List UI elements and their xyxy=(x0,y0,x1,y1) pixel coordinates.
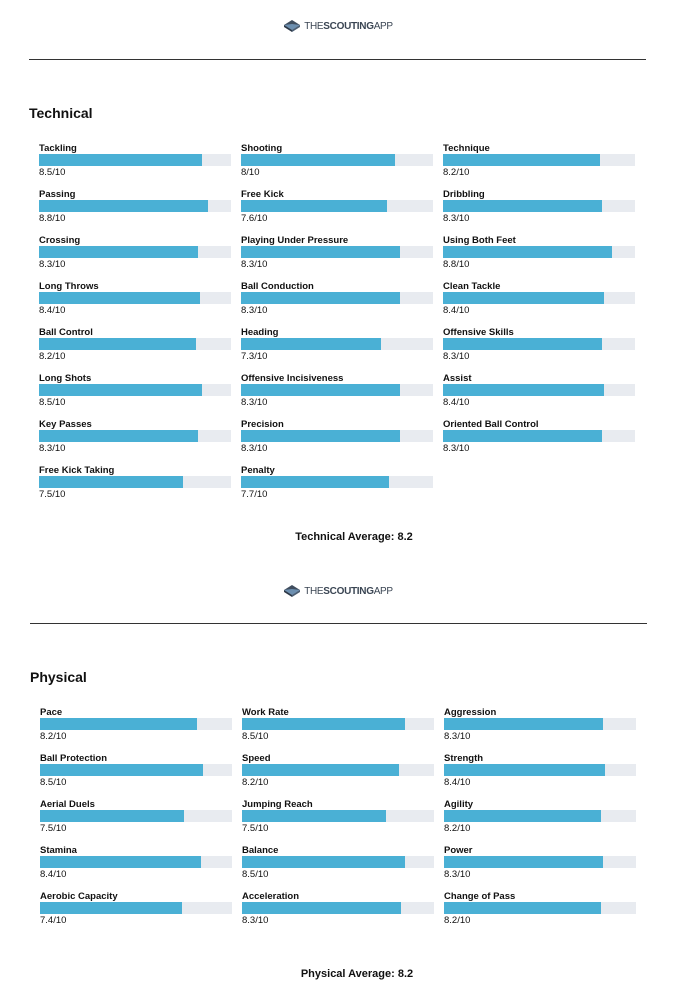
stat-stamina xyxy=(40,845,232,891)
header-divider xyxy=(29,59,646,60)
stat-aerial-duels xyxy=(40,799,232,845)
stat-bar-track xyxy=(444,764,636,776)
stat-bar-fill xyxy=(241,154,395,166)
stat-bar-track xyxy=(242,764,434,776)
physical-average: Physical Average: 8.2 xyxy=(300,968,414,980)
stat-bar-fill xyxy=(242,856,405,868)
stat-value: 8.5/10 xyxy=(40,777,67,788)
stat-passing xyxy=(39,189,231,235)
technical-average: Technical Average: 8.2 xyxy=(295,531,413,543)
stat-value: 8.4/10 xyxy=(443,305,470,316)
stat-label: Penalty xyxy=(241,465,275,476)
stat-value: 8.2/10 xyxy=(444,915,471,926)
stat-label: Dribbling xyxy=(443,189,485,200)
stat-bar-track xyxy=(241,338,433,350)
stat-bar-track xyxy=(443,384,635,396)
stat-value: 7.3/10 xyxy=(241,351,268,362)
stat-bar-fill xyxy=(443,200,602,212)
stat-bar-fill xyxy=(241,430,400,442)
stat-free-kick-taking xyxy=(39,465,231,511)
stat-balance xyxy=(242,845,434,891)
stat-bar-track xyxy=(241,476,433,488)
stat-bar-track xyxy=(40,902,232,914)
section-title-technical: Technical xyxy=(29,105,93,121)
stat-value: 7.5/10 xyxy=(39,489,66,500)
stat-bar-track xyxy=(39,246,231,258)
stat-bar-fill xyxy=(241,476,389,488)
stat-technique xyxy=(443,143,635,189)
stat-label: Free Kick Taking xyxy=(39,465,115,476)
stat-bar-fill xyxy=(241,384,400,396)
stat-label: Crossing xyxy=(39,235,81,246)
stat-value: 8.2/10 xyxy=(39,351,66,362)
stat-ball-protection xyxy=(40,753,232,799)
stat-playing-under-pressure xyxy=(241,235,433,281)
stat-bar-fill xyxy=(40,718,197,730)
stat-bar-track xyxy=(443,154,635,166)
stat-label: Key Passes xyxy=(39,419,92,430)
stat-bar-track xyxy=(444,810,636,822)
stat-value: 8.5/10 xyxy=(242,731,269,742)
stat-bar-track xyxy=(39,200,231,212)
stat-bar-fill xyxy=(241,338,381,350)
stat-label: Long Throws xyxy=(39,281,99,292)
stat-value: 8.3/10 xyxy=(39,443,66,454)
stat-bar-track xyxy=(40,718,232,730)
stat-bar-fill xyxy=(241,292,400,304)
stat-bar-track xyxy=(444,902,636,914)
stat-precision xyxy=(241,419,433,465)
stat-bar-track xyxy=(443,430,635,442)
stat-clean-tackle xyxy=(443,281,635,327)
stat-bar-track xyxy=(241,246,433,258)
stat-bar-track xyxy=(443,292,635,304)
stat-label: Ball Protection xyxy=(40,753,108,764)
stat-value: 8.4/10 xyxy=(40,869,67,880)
stat-bar-track xyxy=(39,384,231,396)
stat-bar-track xyxy=(40,810,232,822)
technical-stats-grid xyxy=(39,143,635,511)
stat-bar-fill xyxy=(443,430,602,442)
stat-label: Aerobic Capacity xyxy=(40,891,118,902)
stat-value: 8.3/10 xyxy=(443,213,470,224)
stat-bar-fill xyxy=(39,476,183,488)
stat-value: 8.3/10 xyxy=(242,915,269,926)
stat-bar-fill xyxy=(241,200,387,212)
stat-speed xyxy=(242,753,434,799)
stat-ball-control xyxy=(39,327,231,373)
stat-using-both-feet xyxy=(443,235,635,281)
stat-dribbling xyxy=(443,189,635,235)
stat-value: 8.3/10 xyxy=(241,397,268,408)
stat-label: Offensive Skills xyxy=(443,327,514,338)
stat-bar-fill xyxy=(39,338,196,350)
stat-bar-fill xyxy=(444,810,601,822)
stat-aerobic-capacity xyxy=(40,891,232,937)
stat-value: 7.7/10 xyxy=(241,489,268,500)
stat-bar-fill xyxy=(39,430,198,442)
stat-bar-track xyxy=(241,154,433,166)
stat-work-rate xyxy=(242,707,434,753)
stat-bar-track xyxy=(40,856,232,868)
stat-long-throws xyxy=(39,281,231,327)
brand-logo xyxy=(0,19,676,33)
stat-label: Precision xyxy=(241,419,284,430)
stat-bar-fill xyxy=(444,902,601,914)
stat-bar-track xyxy=(39,292,231,304)
stat-value: 8.3/10 xyxy=(444,731,471,742)
section-title-physical: Physical xyxy=(30,669,87,685)
brand-word-the: THE xyxy=(304,585,324,597)
stat-value: 8.4/10 xyxy=(39,305,66,316)
stat-oriented-ball-control xyxy=(443,419,635,465)
stat-label: Technique xyxy=(443,143,490,154)
stat-value: 8.2/10 xyxy=(443,167,470,178)
stat-label: Stamina xyxy=(40,845,77,856)
brand-wordmark xyxy=(304,21,393,32)
stat-value: 8.3/10 xyxy=(241,259,268,270)
stat-label: Work Rate xyxy=(242,707,289,718)
stat-bar-track xyxy=(39,154,231,166)
brand-word-the: THE xyxy=(304,20,324,32)
stat-value: 8/10 xyxy=(241,167,260,178)
stat-bar-fill xyxy=(443,338,602,350)
stat-assist xyxy=(443,373,635,419)
stat-value: 8.2/10 xyxy=(40,731,67,742)
stat-aggression xyxy=(444,707,636,753)
stat-power xyxy=(444,845,636,891)
stat-bar-fill xyxy=(39,246,198,258)
stat-label: Ball Conduction xyxy=(241,281,314,292)
stat-bar-fill xyxy=(39,292,200,304)
stat-value: 8.8/10 xyxy=(443,259,470,270)
stat-value: 8.2/10 xyxy=(242,777,269,788)
stat-bar-track xyxy=(242,810,434,822)
stat-value: 8.8/10 xyxy=(39,213,66,224)
stat-bar-fill xyxy=(242,764,399,776)
stat-bar-fill xyxy=(39,384,202,396)
stat-label: Balance xyxy=(242,845,279,856)
stat-heading xyxy=(241,327,433,373)
stat-bar-track xyxy=(241,430,433,442)
diamond-logo-icon xyxy=(283,19,301,33)
brand-word-scouting: SCOUTING xyxy=(323,585,374,597)
brand-logo xyxy=(0,584,676,598)
stat-agility xyxy=(444,799,636,845)
stat-value: 7.4/10 xyxy=(40,915,67,926)
stat-label: Passing xyxy=(39,189,76,200)
stat-label: Heading xyxy=(241,327,279,338)
stat-bar-fill xyxy=(443,292,604,304)
stat-crossing xyxy=(39,235,231,281)
stat-bar-fill xyxy=(443,384,604,396)
stat-bar-fill xyxy=(39,154,202,166)
stat-bar-track xyxy=(39,476,231,488)
stat-bar-track xyxy=(242,902,434,914)
stat-strength xyxy=(444,753,636,799)
stat-offensive-incisiveness xyxy=(241,373,433,419)
stat-label: Clean Tackle xyxy=(443,281,501,292)
stat-value: 8.4/10 xyxy=(444,777,471,788)
stat-value: 8.3/10 xyxy=(443,443,470,454)
stat-label: Shooting xyxy=(241,143,283,154)
stat-bar-track xyxy=(242,718,434,730)
stat-bar-track xyxy=(444,718,636,730)
stat-label: Ball Control xyxy=(39,327,93,338)
stat-value: 7.5/10 xyxy=(40,823,67,834)
stat-bar-track xyxy=(242,856,434,868)
stat-tackling xyxy=(39,143,231,189)
stat-pace xyxy=(40,707,232,753)
stat-offensive-skills xyxy=(443,327,635,373)
stat-label: Aggression xyxy=(444,707,497,718)
stat-label: Acceleration xyxy=(242,891,300,902)
stat-value: 8.4/10 xyxy=(443,397,470,408)
stat-value: 8.3/10 xyxy=(241,443,268,454)
stat-value: 8.5/10 xyxy=(242,869,269,880)
stat-bar-fill xyxy=(242,810,386,822)
header-divider xyxy=(30,623,647,624)
physical-stats-grid xyxy=(40,707,636,937)
stat-label: Oriented Ball Control xyxy=(443,419,539,430)
brand-word-scouting: SCOUTING xyxy=(323,20,374,32)
stat-label: Using Both Feet xyxy=(443,235,516,246)
stat-acceleration xyxy=(242,891,434,937)
stat-bar-track xyxy=(241,384,433,396)
stat-value: 8.3/10 xyxy=(443,351,470,362)
stat-penalty xyxy=(241,465,433,511)
stat-long-shots xyxy=(39,373,231,419)
stat-bar-fill xyxy=(40,764,203,776)
stat-bar-track xyxy=(39,430,231,442)
stat-bar-fill xyxy=(242,718,405,730)
stat-bar-fill xyxy=(443,246,612,258)
stat-bar-track xyxy=(443,246,635,258)
stat-value: 8.3/10 xyxy=(241,305,268,316)
stat-value: 8.3/10 xyxy=(444,869,471,880)
stat-bar-fill xyxy=(444,856,603,868)
stat-bar-fill xyxy=(443,154,600,166)
stat-value: 8.2/10 xyxy=(444,823,471,834)
stat-bar-track xyxy=(443,200,635,212)
brand-word-app: APP xyxy=(373,585,393,597)
stat-value: 8.5/10 xyxy=(39,397,66,408)
stat-value: 7.6/10 xyxy=(241,213,268,224)
diamond-logo-icon xyxy=(283,584,301,598)
stat-label: Jumping Reach xyxy=(242,799,313,810)
stat-bar-track xyxy=(241,292,433,304)
stat-label: Pace xyxy=(40,707,63,718)
stat-bar-fill xyxy=(40,810,184,822)
stat-label: Strength xyxy=(444,753,484,764)
stat-label: Power xyxy=(444,845,473,856)
stat-shooting xyxy=(241,143,433,189)
stat-label: Free Kick xyxy=(241,189,284,200)
stat-value: 8.5/10 xyxy=(39,167,66,178)
stat-bar-track xyxy=(39,338,231,350)
stat-change-of-pass xyxy=(444,891,636,937)
stat-label: Agility xyxy=(444,799,474,810)
stat-label: Long Shots xyxy=(39,373,92,384)
stat-bar-fill xyxy=(39,200,208,212)
stat-bar-fill xyxy=(444,718,603,730)
stat-label: Aerial Duels xyxy=(40,799,95,810)
stat-free-kick xyxy=(241,189,433,235)
stat-bar-track xyxy=(443,338,635,350)
stat-label: Tackling xyxy=(39,143,77,154)
stat-label: Change of Pass xyxy=(444,891,516,902)
stat-bar-fill xyxy=(241,246,400,258)
stat-bar-fill xyxy=(444,764,605,776)
stat-ball-conduction xyxy=(241,281,433,327)
stat-label: Speed xyxy=(242,753,271,764)
stat-label: Offensive Incisiveness xyxy=(241,373,344,384)
stat-bar-fill xyxy=(40,902,182,914)
stat-key-passes xyxy=(39,419,231,465)
stat-bar-fill xyxy=(242,902,401,914)
stat-label: Playing Under Pressure xyxy=(241,235,349,246)
stat-bar-track xyxy=(40,764,232,776)
stat-bar-track xyxy=(444,856,636,868)
stat-label: Assist xyxy=(443,373,472,384)
stat-bar-track xyxy=(241,200,433,212)
stat-bar-fill xyxy=(40,856,201,868)
stat-value: 7.5/10 xyxy=(242,823,269,834)
stat-jumping-reach xyxy=(242,799,434,845)
brand-word-app: APP xyxy=(373,20,393,32)
brand-wordmark xyxy=(304,586,393,597)
stat-value: 8.3/10 xyxy=(39,259,66,270)
